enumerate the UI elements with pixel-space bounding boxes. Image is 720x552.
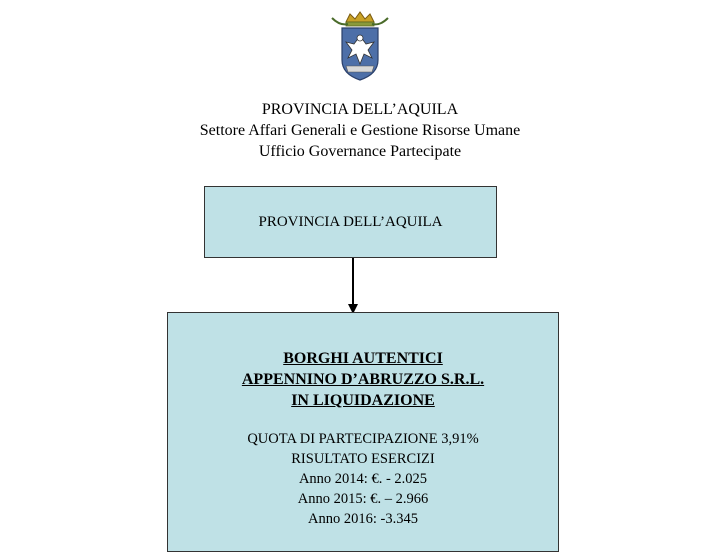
subsidiary-details <box>168 429 558 529</box>
ownership-arrow <box>343 258 363 316</box>
header-office: Ufficio Governance Partecipate <box>258 143 462 160</box>
subsidiary-title-line-3: IN LIQUIDAZIONE <box>291 392 435 409</box>
subsidiary-title <box>168 348 558 411</box>
subsidiary-entity-box <box>167 312 559 552</box>
parent-entity-box <box>204 186 497 258</box>
participation-share: QUOTA DI PARTECIPAZIONE 3,91% <box>247 431 479 447</box>
page-header <box>0 99 720 162</box>
header-province-name: PROVINCIA DELL’AQUILA <box>261 101 459 118</box>
parent-entity-label: PROVINCIA DELL’AQUILA <box>258 213 443 230</box>
province-coat-of-arms-icon <box>328 8 392 82</box>
subsidiary-title-line-1: BORGHI AUTENTICI <box>283 350 443 367</box>
subsidiary-title-line-2: APPENNINO D’ABRUZZO S.R.L. <box>241 371 485 388</box>
header-sector: Settore Affari Generali e Gestione Risorse Umane <box>199 122 521 139</box>
result-year-2016: Anno 2016: -3.345 <box>308 511 418 527</box>
result-year-2015: Anno 2015: €. – 2.966 <box>297 491 429 507</box>
result-year-2014: Anno 2014: €. - 2.025 <box>298 471 428 487</box>
results-heading: RISULTATO ESERCIZI <box>291 451 435 467</box>
